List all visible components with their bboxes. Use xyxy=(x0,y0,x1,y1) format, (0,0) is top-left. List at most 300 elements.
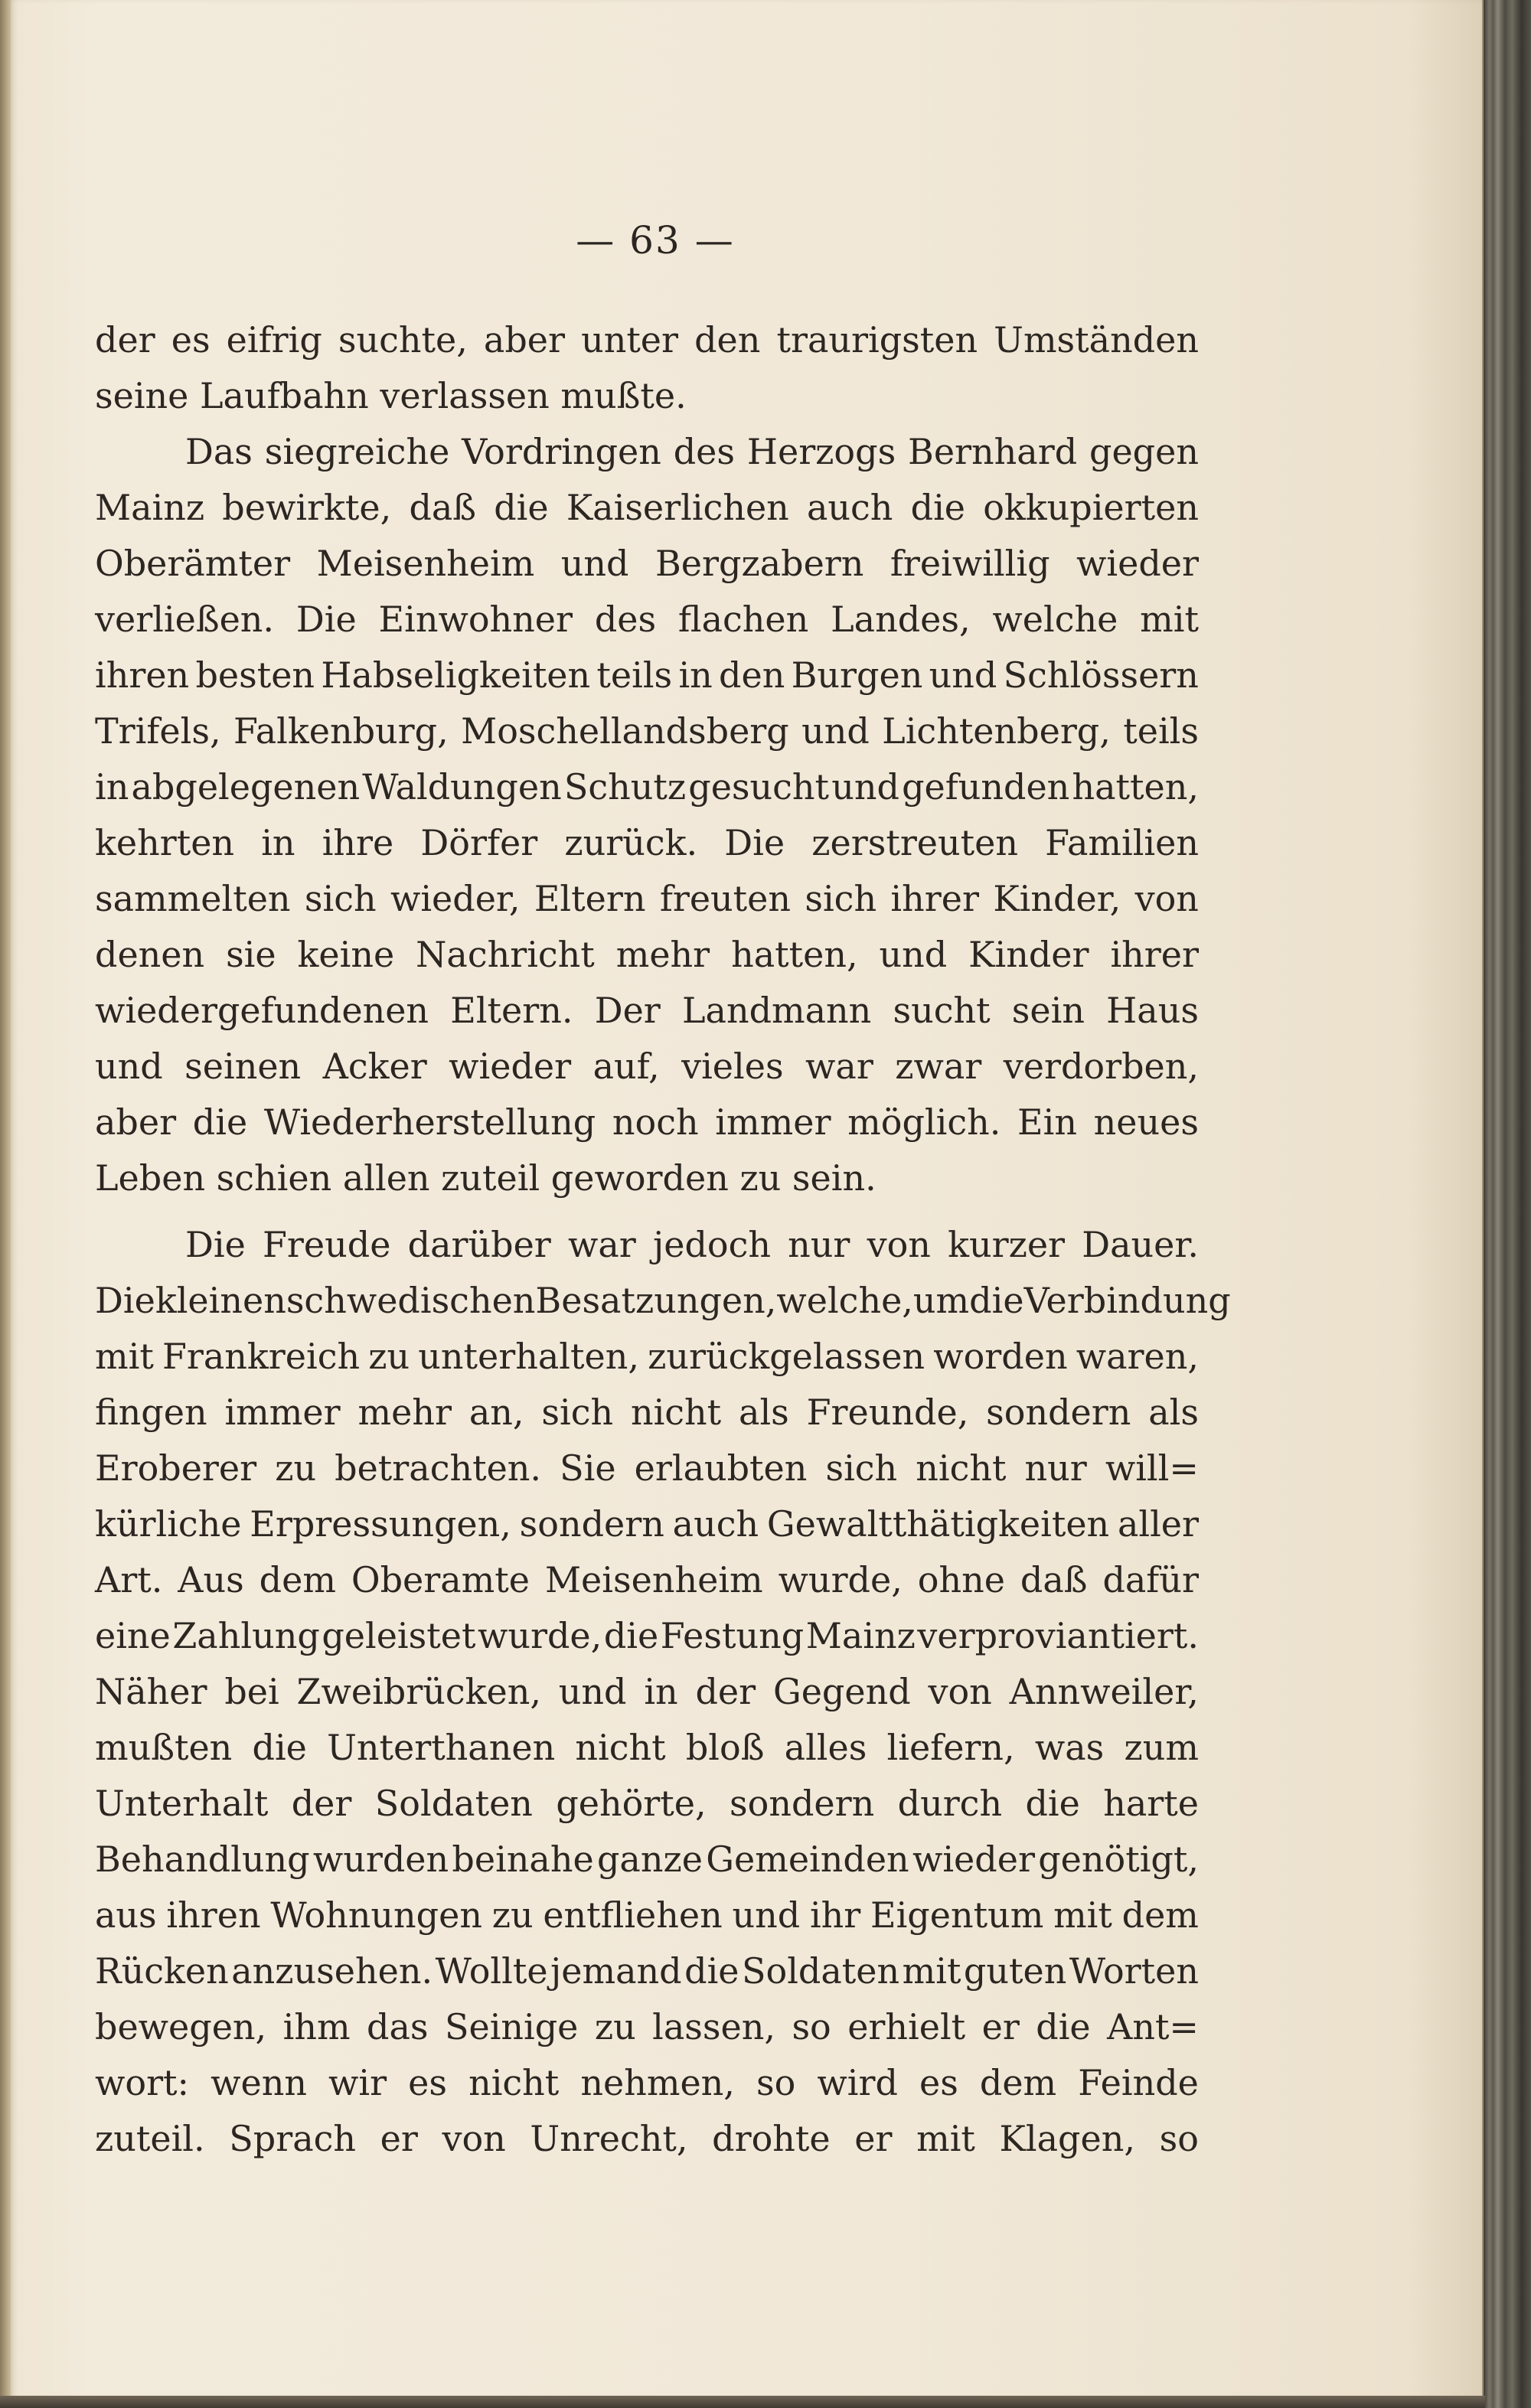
text-line xyxy=(95,648,1199,703)
text-line xyxy=(95,927,1199,983)
word: immer xyxy=(715,1101,831,1143)
word: hatten, xyxy=(731,934,858,975)
body-text xyxy=(95,312,1231,2167)
word: Unrecht, xyxy=(530,2118,688,2159)
word: Eltern. xyxy=(450,990,573,1031)
word: den xyxy=(719,654,785,696)
word: aber xyxy=(95,1101,177,1143)
text-line: seine Laufbahn verlassen mußte. xyxy=(95,375,687,416)
word: Umständen xyxy=(994,319,1199,361)
word: von xyxy=(928,1671,992,1712)
word: Waldungen xyxy=(362,766,562,808)
word: dafür xyxy=(1102,1559,1199,1600)
word: Frankreich xyxy=(162,1336,361,1377)
word: welche, xyxy=(776,1280,913,1321)
word: an, xyxy=(468,1392,524,1433)
word: waren, xyxy=(1076,1336,1199,1377)
word: Art. xyxy=(95,1559,163,1600)
word: bei xyxy=(224,1671,279,1712)
text-line xyxy=(95,1776,1199,1832)
word: sondern xyxy=(519,1503,664,1545)
word: von xyxy=(867,1224,931,1265)
word: Soldaten xyxy=(374,1783,533,1824)
word: nicht xyxy=(468,2062,560,2103)
word: Soldaten xyxy=(742,1950,900,1992)
word: Wohnungen xyxy=(270,1894,482,1936)
word: war xyxy=(805,1046,873,1087)
word: wenn xyxy=(211,2062,307,2103)
word: in xyxy=(644,1671,678,1712)
word: Der xyxy=(594,990,661,1031)
word: anzusehen. xyxy=(231,1950,433,1992)
word: er xyxy=(981,2006,1020,2047)
word: um xyxy=(912,1280,970,1321)
word: wieder xyxy=(1076,543,1199,584)
word: Eltern xyxy=(534,878,646,919)
word: jedoch xyxy=(652,1224,771,1265)
word: nur xyxy=(1024,1447,1087,1489)
word: wieder xyxy=(912,1839,1035,1880)
text-line xyxy=(95,1664,1199,1720)
word: verdorben, xyxy=(1003,1046,1199,1087)
word: und xyxy=(560,543,629,584)
word: mit xyxy=(1140,599,1199,640)
word: Die xyxy=(724,822,785,863)
text-line xyxy=(95,424,1199,480)
word: von xyxy=(442,2118,506,2159)
word: es xyxy=(171,319,211,361)
word: sondern xyxy=(986,1392,1131,1433)
word: Wiederherstellung xyxy=(263,1101,596,1143)
word: mehr xyxy=(615,934,710,975)
word: als xyxy=(739,1392,789,1433)
word: sammelten xyxy=(95,878,291,919)
word: so xyxy=(792,2006,831,2047)
word: zwar xyxy=(895,1046,982,1087)
text-line xyxy=(95,703,1199,759)
word: nicht xyxy=(630,1392,722,1433)
word: liefern, xyxy=(886,1727,1015,1768)
word: Annweiler, xyxy=(1009,1671,1199,1712)
word: die xyxy=(603,1615,659,1656)
word: ihrer xyxy=(890,878,979,919)
word: Die xyxy=(95,1280,155,1321)
word: Eigentum xyxy=(870,1894,1044,1936)
word: betrachten. xyxy=(335,1447,542,1489)
word: erhielt xyxy=(847,2006,966,2047)
word: Klagen, xyxy=(999,2118,1135,2159)
word: möglich. xyxy=(847,1101,1001,1143)
word: Ein xyxy=(1017,1101,1077,1143)
word: geleistet xyxy=(322,1615,476,1656)
text-line xyxy=(95,1039,1199,1095)
word: in xyxy=(95,766,129,808)
text-line xyxy=(95,1217,1199,1273)
word: sondern xyxy=(730,1783,875,1824)
word: ganze xyxy=(596,1839,703,1880)
word: Kinder, xyxy=(993,878,1121,919)
text-line xyxy=(95,1720,1199,1776)
word: Familien xyxy=(1045,822,1199,863)
word: Sie xyxy=(560,1447,616,1489)
text-line xyxy=(95,1999,1199,2055)
book-fore-edge xyxy=(1484,0,1531,2408)
word: als xyxy=(1148,1392,1199,1433)
word: wieder xyxy=(449,1046,572,1087)
word: Landmann xyxy=(681,990,872,1031)
word: Moschellandsberg xyxy=(461,710,789,752)
word: ihren xyxy=(95,654,190,696)
word: er xyxy=(854,2118,893,2159)
word: sie xyxy=(226,934,276,975)
word: genötigt, xyxy=(1038,1839,1199,1880)
text-line xyxy=(95,480,1199,536)
word: daß xyxy=(1020,1559,1088,1600)
word: Burgen xyxy=(791,654,923,696)
word: Bernhard xyxy=(908,431,1078,472)
word: wort: xyxy=(95,2062,190,2103)
word: Feinde xyxy=(1078,2062,1199,2103)
word: Ant= xyxy=(1107,2006,1199,2047)
word: ihren xyxy=(166,1894,261,1936)
word: der xyxy=(695,1671,756,1712)
word: ihr xyxy=(809,1894,861,1936)
word: was xyxy=(1034,1727,1105,1768)
text-line xyxy=(95,1273,1231,1329)
word: Dörfer xyxy=(420,822,538,863)
text-line xyxy=(95,1385,1199,1441)
word: lassen, xyxy=(652,2006,775,2047)
word: mehr xyxy=(357,1392,452,1433)
word: Meisenheim xyxy=(316,543,535,584)
word: Lichtenberg, xyxy=(882,710,1111,752)
text-line xyxy=(95,312,1199,368)
word: Wollte xyxy=(435,1950,548,1992)
text-line xyxy=(95,536,1199,592)
word: ihm xyxy=(282,2006,351,2047)
word: Oberämter xyxy=(95,543,291,584)
word: nur xyxy=(788,1224,850,1265)
word: Besatzungen, xyxy=(535,1280,777,1321)
word: jemand xyxy=(550,1950,682,1992)
word: freuten xyxy=(659,878,792,919)
word: gehörte, xyxy=(556,1783,707,1824)
word: sein xyxy=(1011,990,1085,1031)
word: aus xyxy=(95,1894,157,1936)
word: Kaiserlichen xyxy=(566,487,789,528)
word: aber xyxy=(483,319,565,361)
word: die xyxy=(252,1727,307,1768)
word: guten xyxy=(963,1950,1067,1992)
word: fingen xyxy=(95,1392,207,1433)
word: dem xyxy=(1121,1894,1199,1936)
page-number: — 63 — xyxy=(576,218,735,263)
word: Gemeinden xyxy=(706,1839,909,1880)
word: Haus xyxy=(1106,990,1199,1031)
word: von xyxy=(1134,878,1199,919)
word: verproviantiert. xyxy=(917,1615,1199,1656)
word: sich xyxy=(825,1447,898,1489)
word: mit xyxy=(902,1950,961,1992)
word: Trifels, xyxy=(95,710,221,752)
word: Eroberer xyxy=(95,1447,257,1489)
word: teils xyxy=(1123,710,1199,752)
word: drohte xyxy=(712,2118,831,2159)
word: denen xyxy=(95,934,205,975)
word: welche xyxy=(992,599,1118,640)
word: okkupierten xyxy=(983,487,1199,528)
word: kehrten xyxy=(95,822,235,863)
word: hatten, xyxy=(1072,766,1199,808)
word: will= xyxy=(1105,1447,1199,1489)
word: Festung xyxy=(660,1615,805,1656)
book-bottom-edge xyxy=(0,2396,1485,2408)
word: der xyxy=(291,1783,352,1824)
word: abgelegenen xyxy=(131,766,361,808)
word: Unterthanen xyxy=(327,1727,556,1768)
text-line xyxy=(95,759,1199,815)
word: zerstreuten xyxy=(811,822,1018,863)
text-line xyxy=(95,1441,1199,1496)
book-gutter-left xyxy=(0,0,11,2408)
word: sich xyxy=(805,878,877,919)
word: sucht xyxy=(893,990,991,1031)
word: so xyxy=(1159,2118,1199,2159)
word: kleinen xyxy=(155,1280,286,1321)
word: die xyxy=(1036,2006,1091,2047)
word: und xyxy=(558,1671,627,1712)
word: zu xyxy=(368,1336,410,1377)
word: nicht xyxy=(916,1447,1007,1489)
word: vieles xyxy=(681,1046,784,1087)
word: dem xyxy=(259,1559,336,1600)
word: Bergzabern xyxy=(655,543,864,584)
text-line xyxy=(95,592,1199,648)
word: seinen xyxy=(184,1046,302,1087)
word: Gewaltthätigkeiten xyxy=(766,1503,1110,1545)
word: mit xyxy=(916,2118,975,2159)
word: ihre xyxy=(322,822,394,863)
text-line: Leben schien allen zuteil geworden zu sein. xyxy=(95,1157,876,1199)
word: so xyxy=(756,2062,796,2103)
text-line xyxy=(95,1608,1199,1664)
word: den xyxy=(694,319,761,361)
word: Acker xyxy=(322,1046,427,1087)
word: und xyxy=(732,1894,801,1936)
text-line xyxy=(95,2055,1199,2111)
word: worden xyxy=(933,1336,1068,1377)
word: Landes, xyxy=(831,599,971,640)
word: aller xyxy=(1117,1503,1199,1545)
word: teils xyxy=(596,654,673,696)
word: Einwohner xyxy=(378,599,573,640)
word: Kinder xyxy=(968,934,1089,975)
word: mit xyxy=(1053,1894,1112,1936)
word: unterhalten, xyxy=(418,1336,639,1377)
word: dem xyxy=(979,2062,1057,2103)
text-line xyxy=(95,1888,1199,1943)
word: zuteil. xyxy=(95,2118,205,2159)
word: nehmen, xyxy=(580,2062,735,2103)
text-line xyxy=(95,1329,1199,1385)
word: Schutz xyxy=(563,766,687,808)
text-line xyxy=(95,2111,1199,2167)
text-line xyxy=(95,983,1199,1039)
word: Freunde, xyxy=(806,1392,969,1433)
text-line xyxy=(95,1943,1199,1999)
word: die xyxy=(969,1280,1024,1321)
word: auch xyxy=(672,1503,759,1545)
word: freiwillig xyxy=(890,543,1050,584)
word: Habseligkeiten xyxy=(321,654,591,696)
word: Rücken xyxy=(95,1950,229,1992)
word: zu xyxy=(594,2006,636,2047)
word: verließen. xyxy=(95,599,275,640)
word: keine xyxy=(297,934,395,975)
word: wir xyxy=(328,2062,387,2103)
word: durch xyxy=(897,1783,1003,1824)
word: und xyxy=(929,654,997,696)
word: die xyxy=(192,1101,248,1143)
word: die xyxy=(1025,1783,1080,1824)
word: Dauer. xyxy=(1082,1224,1199,1265)
word: zu xyxy=(275,1447,317,1489)
word: Die xyxy=(295,599,357,640)
word: entfliehen xyxy=(543,1894,723,1936)
word: schwedischen xyxy=(286,1280,536,1321)
word: Falkenburg, xyxy=(233,710,449,752)
word: Die xyxy=(185,1224,246,1265)
word: darüber xyxy=(407,1224,551,1265)
word: Herzogs xyxy=(746,431,896,472)
word: Behandlung xyxy=(95,1839,310,1880)
word: Zahlung xyxy=(172,1615,320,1656)
word: wurden xyxy=(312,1839,449,1880)
word: Das xyxy=(185,431,253,472)
word: das xyxy=(367,2006,429,2047)
word: und xyxy=(95,1046,163,1087)
word: wieder, xyxy=(390,878,521,919)
word: Aus xyxy=(178,1559,244,1600)
word: daß xyxy=(409,487,477,528)
word: Schlössern xyxy=(1003,654,1199,696)
word: in xyxy=(678,654,713,696)
word: harte xyxy=(1103,1783,1199,1824)
word: Vordringen xyxy=(462,431,661,472)
word: besten xyxy=(195,654,315,696)
text-line xyxy=(95,871,1199,927)
text-line xyxy=(95,815,1199,871)
word: auch xyxy=(806,487,893,528)
text-line xyxy=(95,1095,1199,1150)
word: siegreiche xyxy=(264,431,450,472)
word: gesucht xyxy=(688,766,830,808)
word: noch xyxy=(612,1101,699,1143)
word: die xyxy=(684,1950,739,1992)
word: Gegend xyxy=(772,1671,911,1712)
word: Sprach xyxy=(229,2118,357,2159)
word: nicht xyxy=(575,1727,666,1768)
word: ohne xyxy=(917,1559,1005,1600)
word: Verbindung xyxy=(1023,1280,1231,1321)
word: Näher xyxy=(95,1671,207,1712)
word: beinahe xyxy=(452,1839,594,1880)
word: mit xyxy=(95,1336,154,1377)
word: Zweibrücken, xyxy=(296,1671,541,1712)
word: wird xyxy=(817,2062,898,2103)
word: und xyxy=(879,934,948,975)
word: es xyxy=(919,2062,958,2103)
word: Seinige xyxy=(444,2006,579,2047)
word: Nachricht xyxy=(416,934,595,975)
word: erlaubten xyxy=(634,1447,808,1489)
word: unter xyxy=(581,319,679,361)
word: und xyxy=(801,710,870,752)
word: auf, xyxy=(592,1046,660,1087)
word: des xyxy=(594,599,657,640)
word: gefunden xyxy=(902,766,1070,808)
word: die xyxy=(494,487,549,528)
word: Unterhalt xyxy=(95,1783,269,1824)
word: in xyxy=(261,822,295,863)
word: es xyxy=(408,2062,448,2103)
word: zurück. xyxy=(564,822,698,863)
word: wurde, xyxy=(778,1559,903,1600)
text-line xyxy=(95,1552,1199,1608)
word: immer xyxy=(224,1392,341,1433)
word: die xyxy=(910,487,966,528)
word: zu xyxy=(491,1894,534,1936)
word: wurde, xyxy=(478,1615,602,1656)
word: ihrer xyxy=(1110,934,1199,975)
word: sich xyxy=(541,1392,614,1433)
word: gegen xyxy=(1089,431,1199,472)
word: kurzer xyxy=(948,1224,1066,1265)
word: sich xyxy=(304,878,377,919)
word: kürliche xyxy=(95,1503,242,1545)
word: zurückgelassen xyxy=(648,1336,925,1377)
text-line xyxy=(95,1832,1199,1888)
word: Oberamte xyxy=(351,1559,530,1600)
word: und xyxy=(831,766,899,808)
text-line xyxy=(95,1496,1199,1552)
word: Mainz xyxy=(805,1615,916,1656)
word: Meisenheim xyxy=(544,1559,763,1600)
word: wiedergefundenen xyxy=(95,990,429,1031)
word: mußten xyxy=(95,1727,233,1768)
paragraph-gap xyxy=(95,1206,1199,1217)
word: bewegen, xyxy=(95,2006,267,2047)
word: der xyxy=(95,319,155,361)
word: war xyxy=(567,1224,636,1265)
word: alles xyxy=(784,1727,867,1768)
word: bloß xyxy=(685,1727,765,1768)
word: Freude xyxy=(263,1224,391,1265)
word: zum xyxy=(1124,1727,1199,1768)
word: suchte, xyxy=(338,319,468,361)
word: Worten xyxy=(1069,1950,1199,1992)
word: Erpressungen, xyxy=(250,1503,511,1545)
word: eine xyxy=(95,1615,171,1656)
word: des xyxy=(673,431,736,472)
word: Mainz xyxy=(95,487,205,528)
word: traurigsten xyxy=(776,319,978,361)
word: neues xyxy=(1093,1101,1199,1143)
word: er xyxy=(380,2118,418,2159)
word: bewirkte, xyxy=(222,487,392,528)
word: eifrig xyxy=(226,319,322,361)
word: flachen xyxy=(677,599,809,640)
